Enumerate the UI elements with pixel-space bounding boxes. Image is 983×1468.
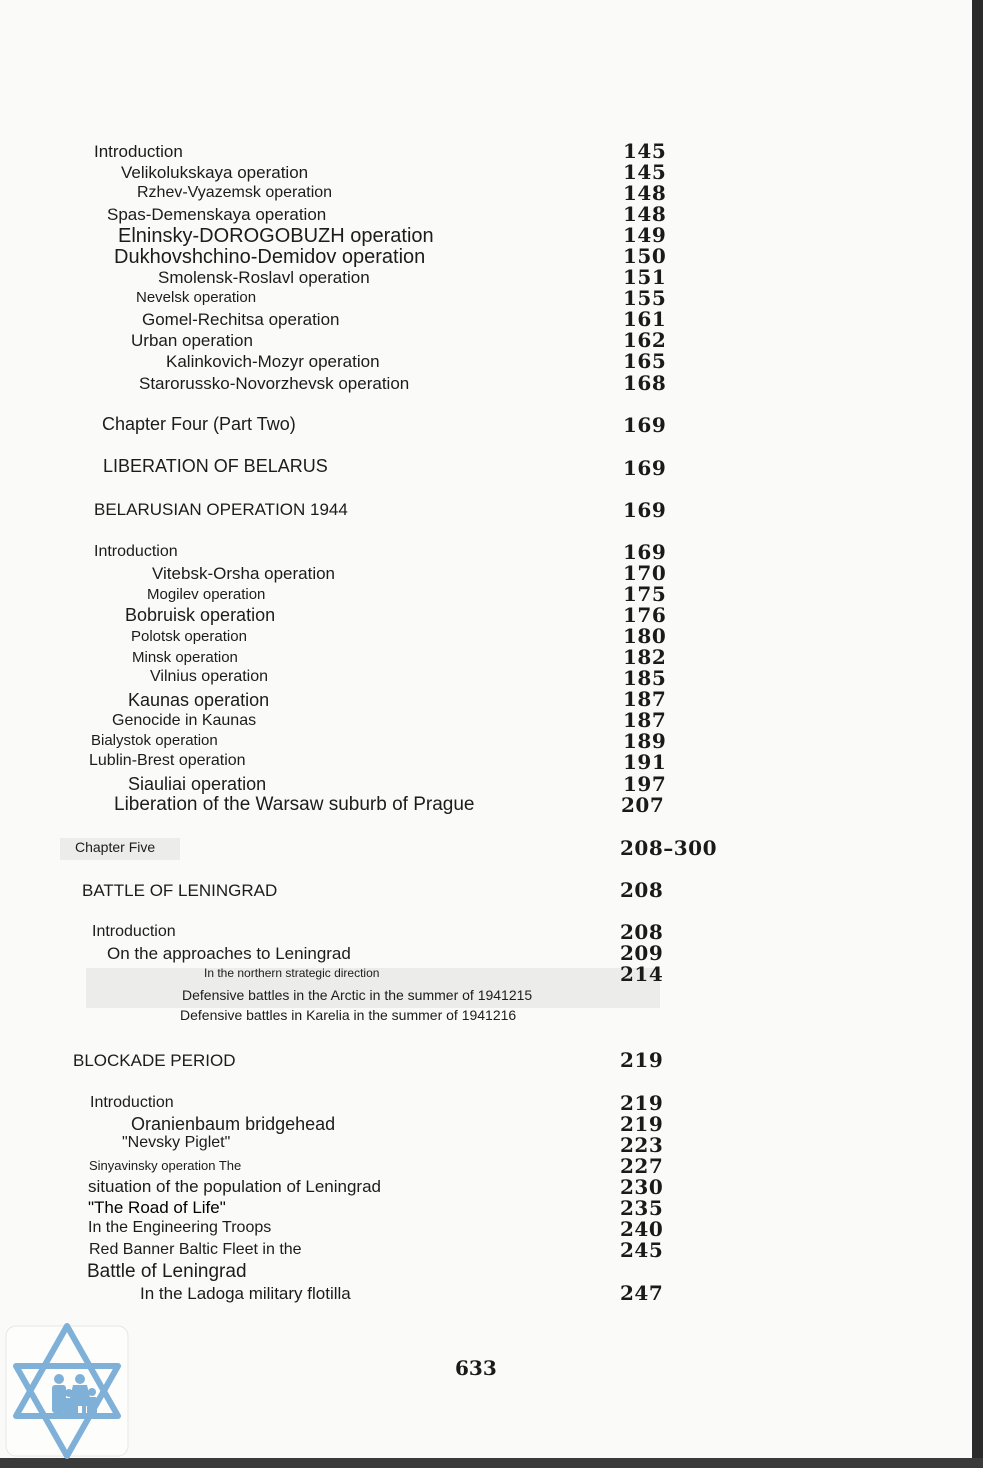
scan-edge-right: [972, 0, 983, 1468]
toc-entry: In the Engineering Troops: [88, 1219, 272, 1236]
toc-entry: Vilnius operation: [150, 668, 269, 685]
toc-page-number: 155: [623, 286, 667, 310]
page-number: 633: [455, 1356, 497, 1380]
toc-page-number: 240: [620, 1217, 664, 1241]
toc-page-number: 247: [620, 1281, 664, 1305]
toc-page-number: 227: [620, 1154, 664, 1178]
toc-page-number: 182: [623, 645, 667, 669]
toc-page-number: 169: [623, 540, 667, 564]
toc-entry: Elninsky-DOROGOBUZH operation: [118, 225, 434, 247]
toc-page-number: 165: [623, 349, 667, 373]
toc-entry: Velikolukskaya operation: [121, 163, 309, 182]
toc-page-number: 223: [620, 1133, 664, 1157]
toc-page-number: 169: [623, 498, 667, 522]
toc-page-number: 161: [623, 307, 667, 331]
toc-entry: Rzhev-Vyazemsk operation: [137, 184, 333, 201]
toc-page-number: 150: [623, 244, 667, 268]
toc-page-number: 207: [621, 793, 665, 817]
toc-entry: Red Banner Baltic Fleet in the: [89, 1241, 302, 1258]
toc-entry: Gomel-Rechitsa operation: [142, 310, 340, 329]
toc-page-number: 189: [623, 729, 667, 753]
toc-page-number: 151: [623, 265, 667, 289]
toc-page-number: 235: [620, 1196, 664, 1220]
toc-page-number: 187: [623, 708, 667, 732]
toc-page-number: 219: [620, 1112, 664, 1136]
toc-page-number: 219: [620, 1048, 664, 1072]
toc-page-number: 148: [623, 181, 667, 205]
toc-page-number: 162: [623, 328, 667, 352]
toc-page-number: 145: [623, 139, 667, 163]
toc-entry: Smolensk-Roslavl operation: [158, 268, 370, 287]
part-heading: BATTLE OF LENINGRAD: [82, 881, 278, 900]
toc-page-number: 169: [623, 456, 667, 480]
toc-entry: Defensive battles in Karelia in the summer of 1941216: [180, 1007, 517, 1023]
toc-entry: Oranienbaum bridgehead: [131, 1114, 336, 1134]
toc-page-number: 176: [623, 603, 667, 627]
scan-edge-bottom: [0, 1458, 983, 1468]
toc-entry: Introduction: [94, 142, 183, 161]
toc-page-number: 185: [623, 666, 667, 690]
toc-page-number: 191: [623, 750, 667, 774]
toc-entry: Polotsk operation: [131, 628, 247, 645]
part-heading: LIBERATION OF BELARUS: [103, 456, 328, 476]
toc-entry: Vitebsk-Orsha operation: [152, 564, 336, 583]
toc-page-number: 208: [620, 878, 664, 902]
toc-entry: Lublin-Brest operation: [89, 752, 246, 769]
section-heading: BELARUSIAN OPERATION 1944: [94, 500, 348, 519]
toc-page-number: 245: [620, 1238, 664, 1262]
toc-entry: Siauliai operation: [128, 774, 267, 794]
toc-entry: Nevelsk operation: [136, 289, 257, 306]
toc-page-number: 175: [623, 582, 667, 606]
toc-page-number: 169: [623, 413, 667, 437]
toc-entry: Introduction: [92, 923, 176, 940]
toc-page-number: 208–300: [620, 836, 717, 860]
toc-entry: Introduction: [94, 543, 178, 560]
toc-page-number: 209: [620, 941, 664, 965]
toc-entry: Spas-Demenskaya operation: [107, 205, 327, 224]
toc-page-number: 208: [620, 920, 664, 944]
toc-entry: In the northern strategic direction: [204, 966, 380, 980]
toc-entry: situation of the population of Leningrad: [88, 1177, 382, 1196]
toc-page-number: 180: [623, 624, 667, 648]
toc-entry: Liberation of the Warsaw suburb of Prague: [114, 794, 475, 815]
toc-page-number: 187: [623, 687, 667, 711]
toc-entry: Genocide in Kaunas: [112, 712, 257, 729]
toc-page-number: 145: [623, 160, 667, 184]
toc-page-number: 197: [623, 772, 667, 796]
toc-entry: "Nevsky Piglet": [122, 1134, 231, 1151]
toc-entry: Sinyavinsky operation The: [89, 1158, 242, 1173]
toc-page-number: 170: [623, 561, 667, 585]
toc-entry: Mogilev operation: [147, 586, 266, 603]
star-of-david-family-icon: [4, 1322, 130, 1460]
toc-entry: "The Road of Life": [88, 1198, 226, 1217]
toc-entry: Introduction: [90, 1094, 174, 1111]
toc-page-number: 214: [620, 962, 664, 986]
toc-page-number: 230: [620, 1175, 664, 1199]
toc-entry: On the approaches to Leningrad: [107, 944, 351, 963]
toc-entry: Dukhovshchino-Demidov operation: [114, 246, 426, 268]
toc-page-number: 219: [620, 1091, 664, 1115]
toc-entry: Bobruisk operation: [125, 605, 276, 625]
toc-page-number: 168: [623, 371, 667, 395]
toc-entry: Bialystok operation: [91, 732, 218, 749]
chapter-heading: Chapter Four (Part Two): [102, 414, 296, 434]
toc-entry: Urban operation: [131, 331, 253, 350]
toc-page-number: 149: [623, 223, 667, 247]
toc-entry: Starorussko-Novorzhevsk operation: [139, 374, 410, 393]
toc-entry: Minsk operation: [132, 649, 238, 666]
toc-entry: Defensive battles in the Arctic in the summer of 1941215: [182, 987, 533, 1003]
toc-page-number: 148: [623, 202, 667, 226]
chapter-heading: Chapter Five: [75, 839, 156, 855]
part-heading: BLOCKADE PERIOD: [73, 1051, 236, 1070]
toc-entry: Kalinkovich-Mozyr operation: [166, 352, 380, 371]
toc-entry: Kaunas operation: [128, 690, 270, 710]
toc-entry: Battle of Leningrad: [87, 1261, 247, 1282]
toc-entry: In the Ladoga military flotilla: [140, 1284, 351, 1303]
